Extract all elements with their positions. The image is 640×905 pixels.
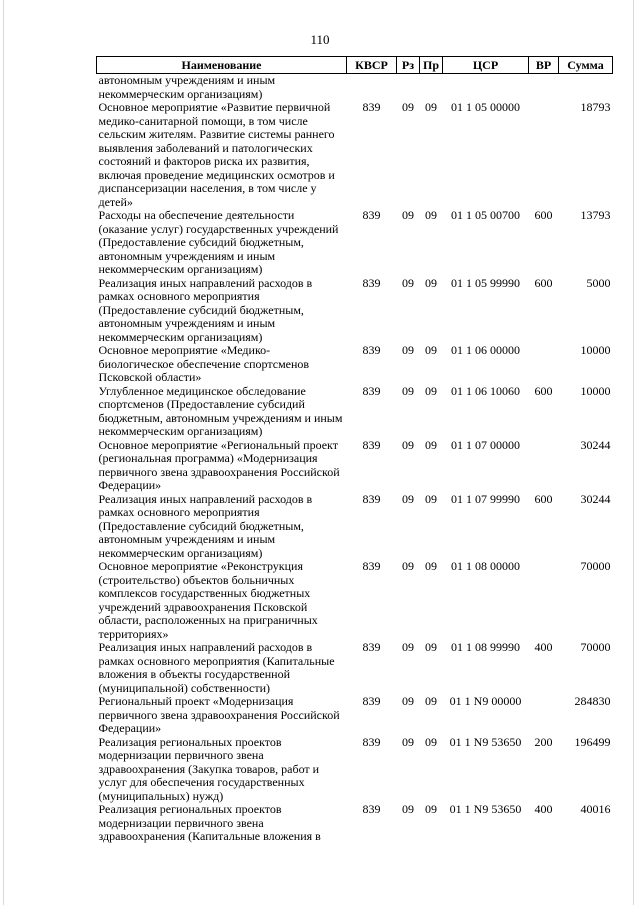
row-csr: 01 1 N9 53650: [449, 734, 522, 749]
row-vr: [529, 101, 559, 209]
table-row: [97, 344, 613, 385]
row-name: Основное мероприятие «Региональный проект (региональная программа) «Модернизация первичного звена здравоохранения Российской Федерации»: [98, 437, 340, 492]
row-sum: 5000: [586, 275, 611, 290]
row-sum: 70000: [580, 559, 611, 573]
row-sum: [559, 74, 613, 102]
row-kvsr: 839: [362, 275, 381, 290]
row-pr: 09: [425, 559, 437, 573]
row-rz: 09: [402, 491, 414, 506]
row-vr: [529, 344, 559, 385]
row-csr: 01 1 05 00700: [451, 208, 520, 222]
row-pr: 09: [425, 343, 437, 357]
table-row: [97, 74, 613, 102]
row-rz: 09: [402, 383, 414, 398]
budget-table: [96, 56, 613, 844]
row-pr: 09: [425, 437, 437, 452]
row-csr: 01 1 06 00000: [451, 343, 520, 357]
row-name: Реализация региональных проектов модернизации первичного звена здравоохранения (Закупка товаров, работ и услуг для обеспечения государственных (муниципальных) нужд): [98, 734, 320, 803]
table-row: [97, 493, 613, 561]
row-pr: 09: [425, 640, 437, 654]
row-pr: 09: [425, 208, 437, 222]
row-csr: [443, 74, 529, 102]
header-vr: ВР: [529, 57, 559, 74]
row-sum: 40016: [580, 802, 611, 816]
row-kvsr: 839: [362, 802, 381, 816]
row-kvsr: 839: [362, 734, 381, 749]
row-pr: 09: [425, 734, 437, 749]
header-kvsr: КВСР: [347, 57, 397, 74]
row-vr: 600: [534, 275, 553, 290]
row-name: автономным учреждениям и иным некоммерческим организациям): [98, 73, 276, 101]
row-sum: 284830: [574, 694, 611, 708]
row-pr: 09: [425, 694, 437, 708]
row-pr: [420, 74, 443, 102]
row-csr: 01 1 08 00000: [451, 559, 520, 573]
row-csr: 01 1 07 99990: [451, 491, 520, 506]
row-csr: 01 1 N9 53650: [449, 802, 522, 816]
row-rz: 09: [402, 802, 414, 816]
row-name: Реализация иных направлений расходов в рамках основного мероприятия (Капитальные вложения в объекты государственной (муниципальной) собственности): [98, 640, 335, 695]
table-row: [97, 695, 613, 736]
row-kvsr: 839: [362, 491, 381, 506]
row-name: Реализация иных направлений расходов в рамках основного мероприятия (Предоставление субсидий бюджетным, автономным учреждениям и иным некоммерческим организациям): [98, 275, 313, 344]
row-vr: [529, 74, 559, 102]
table-row: [97, 209, 613, 277]
row-vr: [529, 560, 559, 641]
header-name: Наименование: [97, 57, 347, 74]
row-rz: 09: [402, 694, 414, 708]
row-sum: 30244: [580, 491, 611, 506]
row-rz: 09: [402, 208, 414, 222]
header-csr: ЦСР: [443, 57, 529, 74]
row-sum: 30244: [580, 437, 611, 452]
row-kvsr: 839: [362, 100, 381, 114]
row-kvsr: 839: [362, 343, 381, 357]
row-sum: 10000: [580, 343, 611, 357]
header-pr: Пр: [420, 57, 443, 74]
row-rz: 09: [402, 100, 414, 114]
row-sum: 10000: [580, 383, 611, 398]
table-row: [97, 803, 613, 844]
row-vr: 600: [534, 491, 553, 506]
table-row: [97, 641, 613, 695]
table-row: [97, 277, 613, 345]
header-rz: Рз: [397, 57, 420, 74]
row-name: Основное мероприятие «Реконструкция (строительство) объектов больничных комплексов государственных бюджетных учреждений здравоохранения Псковской области, расположенных на приграничных территориях»: [98, 559, 318, 641]
row-rz: 09: [402, 343, 414, 357]
row-rz: 09: [402, 640, 414, 654]
row-name: Основное мероприятие «Медико-биологическое обеспечение спортсменов Псковской области»: [98, 343, 310, 384]
row-name: Расходы на обеспечение деятельности (оказание услуг) государственных учреждений (Предоставление субсидий бюджетным, автономным учреждениям и иным некоммерческим организациям): [98, 208, 339, 276]
table-body: [97, 74, 613, 844]
row-vr: 200: [534, 734, 553, 749]
row-name: Углубленное медицинское обследование спортсменов (Предоставление субсидий бюджетным, автономным учреждениям и иным некоммерческим организациям): [98, 383, 343, 438]
row-csr: 01 1 05 00000: [451, 100, 520, 114]
table-row: [97, 560, 613, 641]
row-kvsr: 839: [362, 559, 381, 573]
row-pr: 09: [425, 383, 437, 398]
row-vr: 600: [534, 208, 553, 222]
table-row: [97, 101, 613, 209]
row-rz: [397, 74, 420, 102]
row-rz: 09: [402, 437, 414, 452]
row-kvsr: 839: [362, 640, 381, 654]
row-pr: 09: [425, 275, 437, 290]
row-pr: 09: [425, 491, 437, 506]
header-sum: Сумма: [559, 57, 613, 74]
scan-edge-right: [633, 0, 634, 905]
row-kvsr: 839: [362, 437, 381, 452]
row-name: Региональный проект «Модернизация первичного звена здравоохранения Российской Федерации»: [98, 694, 340, 735]
row-name: Основное мероприятие «Развитие первичной медико-санитарной помощи, в том числе сельским жителям. Развитие системы раннего выявления заболеваний и патологических состояний и факторов риска их развития, включая проведение медицинских осмотров и диспансеризации населения, в том числе у детей»: [98, 100, 335, 209]
row-vr: [529, 695, 559, 736]
row-csr: 01 1 08 99990: [451, 640, 520, 654]
row-kvsr: 839: [362, 694, 381, 708]
row-sum: 18793: [580, 100, 611, 114]
row-sum: 196499: [574, 734, 611, 749]
row-pr: 09: [425, 802, 437, 816]
row-rz: 09: [402, 559, 414, 573]
row-rz: 09: [402, 734, 414, 749]
row-name: Реализация иных направлений расходов в рамках основного мероприятия (Предоставление субсидий бюджетным, автономным учреждениям и иным некоммерческим организациям): [98, 491, 313, 560]
row-rz: 09: [402, 275, 414, 290]
row-kvsr: [347, 74, 397, 102]
row-vr: 600: [534, 383, 553, 398]
row-sum: 70000: [580, 640, 611, 654]
row-name: Реализация региональных проектов модернизации первичного звена здравоохранения (Капитальные вложения в: [98, 802, 321, 843]
table-row: [97, 385, 613, 439]
table-header-row: [97, 57, 613, 74]
row-csr: 01 1 06 10060: [451, 383, 520, 398]
table-row: [97, 736, 613, 804]
row-vr: [529, 439, 559, 493]
row-csr: 01 1 05 99990: [451, 275, 520, 290]
row-sum: 13793: [580, 208, 611, 222]
row-kvsr: 839: [362, 208, 381, 222]
row-csr: 01 1 N9 00000: [449, 694, 522, 708]
table-row: [97, 439, 613, 493]
row-vr: 400: [534, 640, 553, 654]
row-vr: 400: [534, 802, 553, 816]
row-kvsr: 839: [362, 383, 381, 398]
row-csr: 01 1 07 00000: [451, 437, 520, 452]
scan-edge-left: [3, 0, 4, 905]
row-pr: 09: [425, 100, 437, 114]
page-number: 110: [310, 32, 330, 47]
